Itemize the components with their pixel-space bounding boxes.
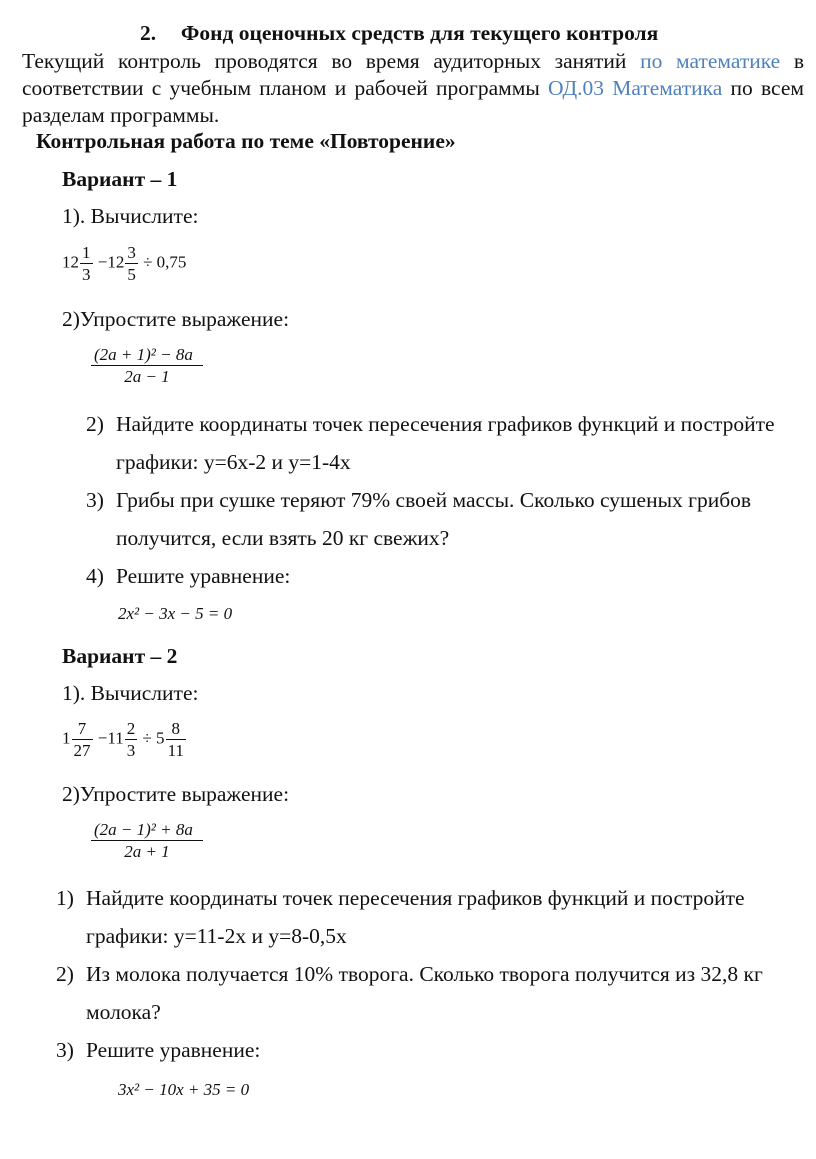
variant-2-equation: 3x² − 10x + 35 = 0 [118,1080,250,1099]
operand: ÷ 0,75 [143,252,187,272]
variant-2-item [56,1037,260,1063]
variant-1-title: Вариант – 1 [62,167,178,191]
variant-2-expression-1 [62,719,187,760]
operand: −11 [97,728,124,748]
program-link[interactable]: ОД.03 Математика [548,76,723,100]
denominator: 2a − 1 [124,367,170,386]
item-text: Решите уравнение: [116,564,291,588]
item-number: 2) [56,962,74,986]
numerator: 2 [126,719,136,738]
operand: ÷ 5 [142,728,165,748]
variant-1-task-2: 2)Упростите выражение: [62,307,290,331]
variant-2-item-cont: молока? [86,1000,161,1024]
item-text: Из молока получается 10% творога. Сколько творога получится из 32,8 кг [86,962,763,986]
intro-line-1 [22,48,804,74]
item-text: Решите уравнение: [86,1038,261,1062]
denominator: 11 [167,741,184,760]
variant-1-expression-2 [90,345,204,386]
section-title: Фонд оценочных средств для текущего контроля [180,21,659,45]
variant-2-task-2: 2)Упростите выражение: [62,782,290,806]
denominator: 3 [126,741,136,760]
variant-1-item [86,487,751,513]
variant-1-item [86,411,775,437]
item-number: 3) [56,1038,74,1062]
intro-line-3: разделам программы. [22,103,220,127]
intro-line-2 [22,75,804,101]
item-number: 2) [86,412,104,436]
whole-number: 12 [62,252,79,272]
item-number: 1) [56,886,74,910]
item-text: Найдите координаты точек пересечения графиков функций и постройте [86,886,745,910]
variant-2-expression-2 [90,820,204,861]
test-title: Контрольная работа по теме «Повторение» [36,129,456,153]
variant-2-task-1: 1). Вычислите: [62,681,199,705]
intro-text: соответствии с учебным планом и рабочей программы [22,76,540,100]
numerator: 8 [166,719,186,740]
intro-text: по всем [730,76,804,100]
subject-link[interactable]: по математике [640,49,781,73]
section-heading [140,20,658,46]
numerator: (2a − 1)² + 8a [91,820,203,841]
denominator: 27 [73,741,91,760]
numerator: 7 [72,719,93,740]
denominator: 5 [127,265,136,284]
whole-number: 1 [62,728,71,748]
section-number: 2. [140,21,157,45]
variant-2-item [56,885,745,911]
variant-1-task-1: 1). Вычислите: [62,204,199,228]
numerator: 3 [127,243,136,262]
variant-1-item [86,563,290,589]
item-number: 3) [86,488,104,512]
variant-2-item-cont: графики: y=11-2x и y=8-0,5x [86,924,347,948]
denominator: 3 [82,265,91,284]
item-text: Грибы при сушке теряют 79% своей массы. Сколько сушеных грибов [116,488,752,512]
intro-text: Текущий контроль проводятся во время аудиторных занятий [22,49,627,73]
variant-1-equation: 2x² − 3x − 5 = 0 [118,604,233,623]
item-text: Найдите координаты точек пересечения графиков функций и постройте [116,412,775,436]
variant-2-title: Вариант – 2 [62,644,178,668]
variant-2-item [56,961,763,987]
variant-1-item-cont: получится, если взять 20 кг свежих? [116,526,450,550]
numerator: 1 [82,243,91,262]
intro-text: в [793,49,804,73]
operand: −12 [97,252,125,272]
item-number: 4) [86,564,104,588]
variant-1-item-cont: графики: y=6x-2 и y=1-4x [116,450,351,474]
variant-1-expression-1 [62,243,186,284]
denominator: 2a + 1 [124,842,170,861]
numerator: (2a + 1)² − 8a [91,345,203,366]
